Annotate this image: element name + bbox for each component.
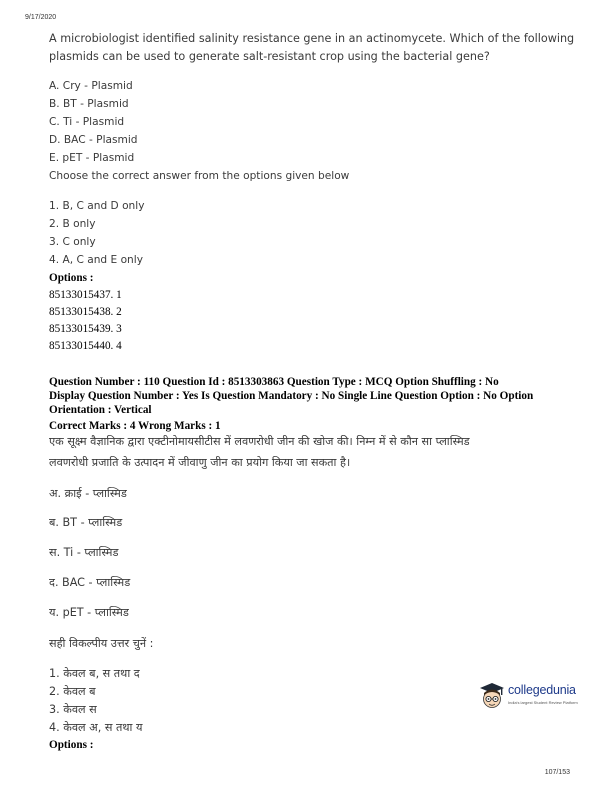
choice-en-4: 4. A, C and E only [49,254,143,266]
choice-hi-2: 2. केवल ब [49,685,96,698]
choice-en-3: 3. C only [49,236,96,248]
option-id-3: 85133015439. 3 [49,323,122,335]
statement-e: E. pET - Plasmid [49,152,135,164]
option-id-4: 85133015440. 4 [49,340,122,352]
question-meta-line-2: Display Question Number : Yes Is Question Mandatory : No Single Line Question Option : No Option [49,390,534,402]
instruction-en: Choose the correct answer from the options given below [49,170,350,182]
statement-hi-c: स. Ti - प्लास्मिड [49,546,119,559]
question-hi-line-1: एक सूक्ष्म वैज्ञानिक द्वारा एक्टीनोमायसीटीस में लवणरोधी जीन की खोज की। निम्न में से कौन सा प्लास्मिड [49,435,470,448]
question-en-line-2: plasmids can be used to generate salt-resistant crop using the bacterial gene? [49,50,490,63]
statement-a: A. Cry - Plasmid [49,80,133,92]
statement-b: B. BT - Plasmid [49,98,129,110]
statement-hi-b: ब. BT - प्लास्मिड [49,516,123,529]
options-label: Options : [49,272,94,284]
question-hi-line-2: लवणरोधी प्रजाति के उत्पादन में जीवाणु जीन का प्रयोग किया जा सकता है। [49,456,351,469]
statement-hi-e: य. pET - प्लास्मिड [49,606,129,619]
choice-hi-3: 3. केवल स [49,703,97,716]
question-meta-line-1: Question Number : 110 Question Id : 8513303863 Question Type : MCQ Option Shuffling : No [49,376,499,388]
logo-wordmark: collegedunia [508,683,576,697]
choice-hi-4: 4. केवल अ, स तथा य [49,721,143,734]
choice-en-1: 1. B, C and D only [49,200,145,212]
graduate-mascot-icon [478,680,506,712]
statement-hi-d: द. BAC - प्लास्मिड [49,576,131,589]
question-en-line-1: A microbiologist identified salinity resistance gene in an actinomycete. Which of the following [49,32,575,45]
statement-c: C. Ti - Plasmid [49,116,125,128]
choice-en-2: 2. B only [49,218,96,230]
choice-hi-1: 1. केवल ब, स तथा द [49,667,140,680]
options-label-2: Options : [49,739,94,751]
question-meta-line-3: Orientation : Vertical [49,404,152,416]
option-id-1: 85133015437. 1 [49,289,122,301]
question-marks: Correct Marks : 4 Wrong Marks : 1 [49,420,221,432]
statement-d: D. BAC - Plasmid [49,134,138,146]
instruction-hi: सही विकल्पीय उत्तर चुनें : [49,637,154,650]
option-id-2: 85133015438. 2 [49,306,122,318]
statement-hi-a: अ. क्राई - प्लास्मिड [49,487,127,500]
print-date: 9/17/2020 [25,14,57,21]
page-number: 107/153 [544,769,570,776]
collegedunia-logo [478,680,578,714]
logo-tagline: India's largest Student Review Platform [508,700,578,705]
